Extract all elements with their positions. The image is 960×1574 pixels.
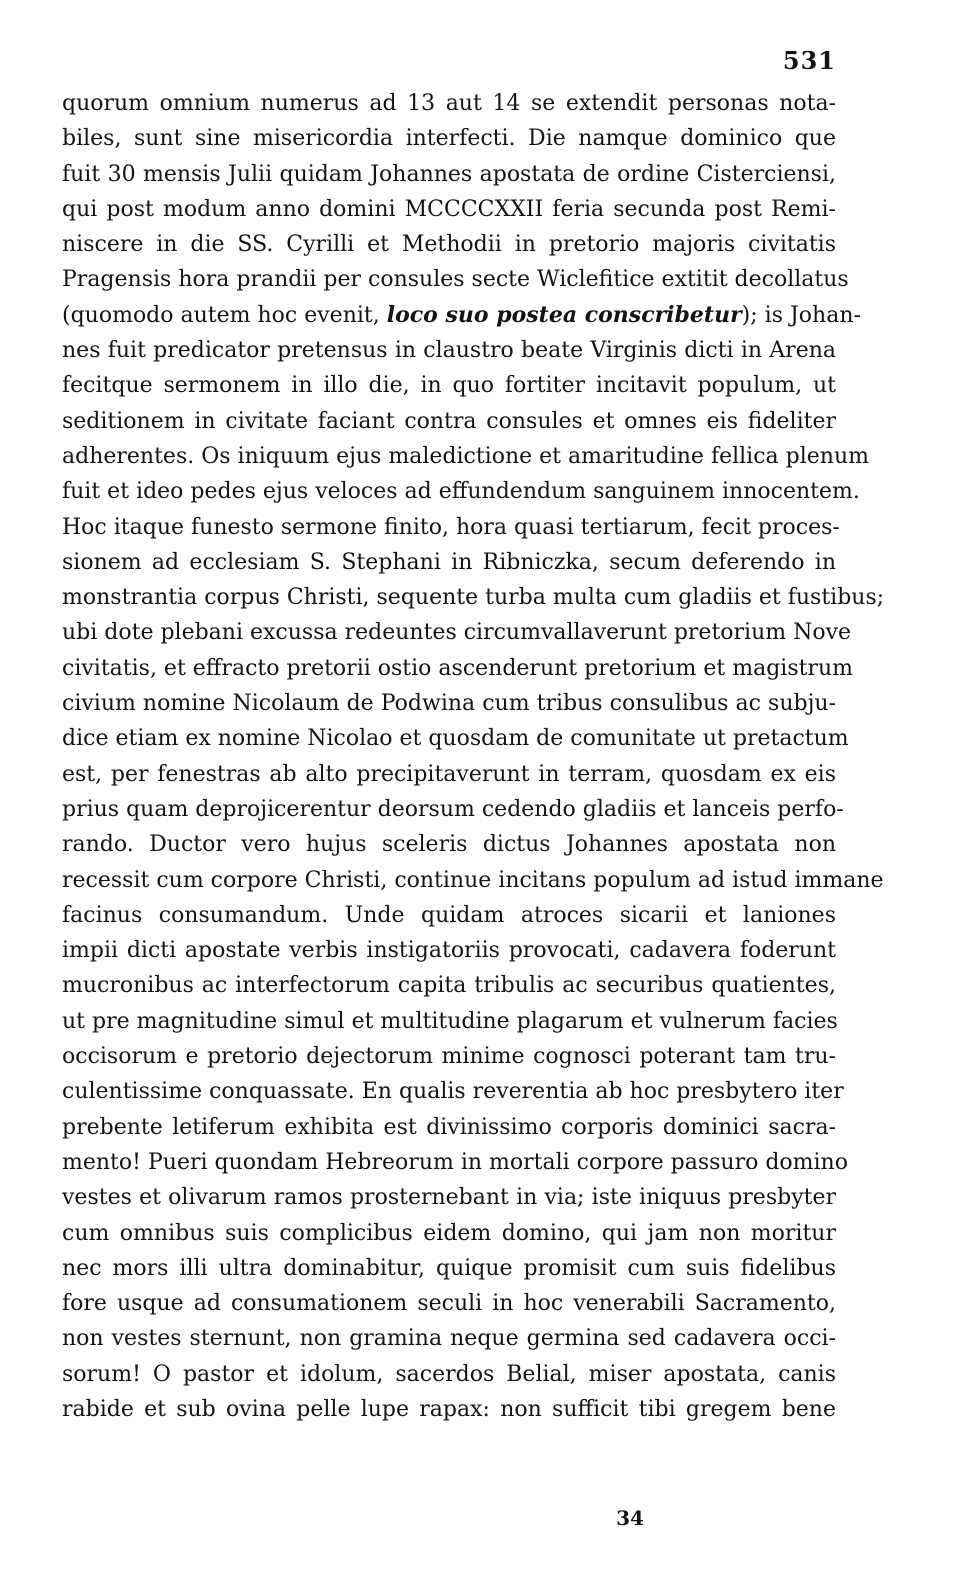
text-line — [62, 863, 884, 898]
text-line — [62, 757, 836, 792]
text-line — [62, 1004, 836, 1039]
text-line — [62, 545, 836, 580]
text-segment: seditionem in civitate faciant contra consules et omnes eis fideliter — [62, 408, 836, 434]
text-segment: cum omnibus suis complicibus eidem domino, qui jam non moritur — [62, 1220, 836, 1246]
text-line — [62, 933, 836, 968]
text-line — [62, 792, 844, 827]
text-segment: fuit 30 mensis Julii quidam Johannes apostata de ordine Cisterciensi, — [62, 161, 836, 187]
text-line — [62, 262, 849, 297]
text-line — [62, 898, 836, 933]
text-line — [62, 368, 836, 403]
body-text — [62, 86, 885, 1427]
text-segment: fecitque sermonem in illo die, in quo fortiter incitavit populum, ut — [62, 373, 836, 399]
text-segment: mento! Pueri quondam Hebreorum in mortali corpore passuro domino — [62, 1149, 848, 1175]
text-segment: Pragensis hora prandii per consules secte Wiclefitice extitit decollatus — [62, 267, 849, 293]
text-segment: sorum! O pastor et idolum, sacerdos Belial, miser apostata, canis — [62, 1361, 836, 1387]
text-line — [62, 615, 852, 650]
text-line — [62, 651, 854, 686]
italic-phrase: loco suo postea conscribetur — [386, 301, 742, 328]
text-line — [62, 827, 836, 862]
signature-mark: 34 — [616, 1506, 644, 1530]
text-line — [62, 580, 885, 615]
text-line — [62, 1251, 836, 1286]
text-segment: niscere in die SS. Cyrilli et Methodii in pretorio majoris civitatis — [62, 232, 836, 258]
text-line — [62, 1216, 836, 1251]
page-number: 531 — [782, 46, 836, 75]
text-segment: non vestes sternunt, non gramina neque germina sed cadavera occi- — [62, 1326, 836, 1352]
text-segment: mucronibus ac interfectorum capita tribulis ac securibus quatientes, — [62, 973, 836, 999]
text-segment: sionem ad ecclesiam S. Stephani in Ribniczka, secum deferendo in — [62, 549, 836, 575]
text-segment: impii dicti apostate verbis instigatoriis provocati, cadavera foderunt — [62, 938, 836, 964]
text-segment: quorum omnium numerus ad 13 aut 14 se extendit personas nota- — [62, 91, 836, 116]
text-segment: qui post modum anno domini MCCCCXXII feria secunda post Remi- — [62, 196, 836, 222]
text-segment: ubi dote plebani excussa redeuntes circumvallaverunt pretorium Nove — [62, 620, 852, 646]
text-line — [62, 1145, 848, 1180]
text-segment: civium nomine Nicolaum de Podwina cum tribus consulibus ac subju- — [62, 691, 836, 717]
text-line — [62, 474, 860, 509]
text-segment: fore usque ad consumationem seculi in hoc venerabili Sacramento, — [62, 1291, 836, 1317]
text-segment: recessit cum corpore Christi, continue incitans populum ad istud immane — [62, 867, 884, 893]
text-line — [62, 439, 869, 474]
text-segment: (quomodo autem hoc evenit, — [62, 302, 387, 328]
text-segment: ut pre magnitudine simul et multitudine plagarum et vulnerum facies — [62, 1008, 838, 1034]
text-line — [62, 192, 836, 227]
text-segment: occisorum e pretorio dejectorum minime cognosci poterant tam tru- — [62, 1044, 836, 1070]
text-segment: est, per fenestras ab alto precipitaverunt in terram, quosdam ex eis — [62, 761, 836, 787]
text-segment: prebente letiferum exhibita est divinissimo corporis dominici sacra- — [62, 1114, 836, 1140]
text-segment: nes fuit predicator pretensus in claustro beate Virginis dicti in Arena — [62, 338, 836, 364]
text-line — [62, 121, 836, 156]
text-segment: ); is Johan- — [741, 302, 861, 328]
text-segment: biles, sunt sine misericordia interfecti. Die namque dominico que — [62, 126, 836, 152]
text-segment: monstrantia corpus Christi, sequente turba multa cum gladiis et fustibus; — [62, 585, 885, 611]
text-line — [62, 721, 849, 756]
text-segment: Hoc itaque funesto sermone finito, hora quasi tertiarum, fecit proces- — [62, 514, 840, 540]
text-segment: fuit et ideo pedes ejus veloces ad effundendum sanguinem innocentem. — [62, 479, 860, 505]
text-segment: vestes et olivarum ramos prosternebant in via; iste iniquus presbyter — [62, 1185, 836, 1211]
text-line — [62, 298, 861, 333]
text-line — [62, 1074, 844, 1109]
text-line — [62, 1180, 836, 1215]
text-line — [62, 157, 836, 192]
text-segment: culentissime conquassate. En qualis reverentia ab hoc presbytero iter — [62, 1079, 844, 1105]
text-segment: adherentes. Os iniquum ejus maledictione et amaritudine fellica plenum — [62, 443, 869, 469]
text-segment: dice etiam ex nomine Nicolao et quosdam de comunitate ut pretactum — [62, 726, 849, 752]
text-segment: rabide et sub ovina pelle lupe rapax: non sufficit tibi gregem bene — [62, 1396, 836, 1422]
text-segment: rando. Ductor vero hujus sceleris dictus Johannes apostata non — [62, 832, 836, 858]
text-segment: prius quam deprojicerentur deorsum cedendo gladiis et lanceis perfo- — [62, 796, 844, 822]
text-line — [62, 510, 840, 545]
text-line — [62, 968, 836, 1003]
text-line — [62, 1286, 836, 1321]
text-line — [62, 227, 836, 262]
text-line — [62, 1110, 836, 1145]
text-line — [62, 333, 836, 368]
text-segment: civitatis, et effracto pretorii ostio ascenderunt pretorium et magistrum — [62, 655, 854, 681]
text-segment: nec mors illi ultra dominabitur, quique promisit cum suis fidelibus — [62, 1255, 836, 1281]
text-line — [62, 404, 836, 439]
text-line — [62, 1357, 836, 1392]
text-line — [62, 1039, 836, 1074]
text-line — [62, 1321, 836, 1356]
text-line — [62, 86, 836, 121]
text-line — [62, 1392, 836, 1427]
text-segment: facinus consumandum. Unde quidam atroces sicarii et laniones — [62, 902, 836, 928]
text-line — [62, 686, 836, 721]
